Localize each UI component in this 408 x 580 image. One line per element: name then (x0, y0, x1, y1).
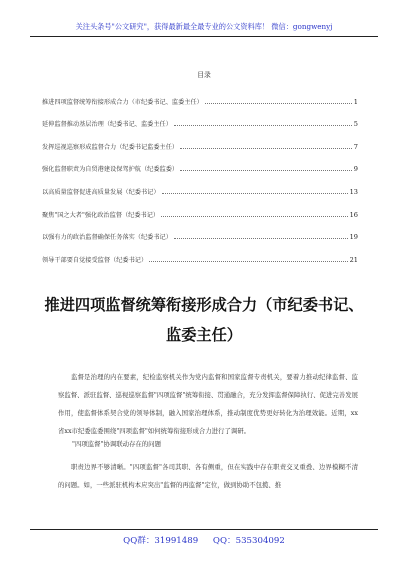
table-of-contents (42, 86, 358, 267)
document-title-line-1: 推进四项监督统筹衔接形成合力（市纪委书记、 (44, 296, 364, 314)
toc-leader (174, 125, 352, 126)
document-title-line-2: 监委主任） (166, 326, 242, 344)
toc-entry-page: 5 (353, 120, 358, 129)
toc-entry-title: 推进四项监督统筹衔接形成合力（市纪委书记、监委主任） (42, 98, 203, 106)
toc-entry[interactable] (42, 86, 358, 109)
toc-entry-title: 以高质量监督促进高质量发展（纪委书记） (42, 188, 160, 196)
toc-entry-page: 1 (353, 97, 358, 106)
toc-leader (205, 103, 352, 104)
footer-divider (30, 529, 378, 530)
document-title (36, 290, 372, 350)
toc-entry[interactable] (42, 131, 358, 154)
toc-entry-title: 以强有力的政治监督确保任务落实（纪委书记） (42, 234, 172, 242)
toc-entry-page: 21 (349, 255, 358, 264)
toc-entry[interactable] (42, 244, 358, 267)
toc-leader (149, 261, 347, 262)
toc-leader (180, 148, 352, 149)
toc-entry[interactable] (42, 222, 358, 245)
page-header: 关注头条号"公文研究"，获得最新最全最专业的公文资料库！ 微信：gongwenyj (75, 22, 333, 31)
toc-entry-page: 19 (349, 233, 358, 242)
toc-entry-page: 13 (349, 187, 358, 196)
body-paragraph-2: 职责边界不够清晰。"四项监督"各司其职、各有侧重，但在实践中存在职责交叉重叠、边界模糊不清的问题。如，一些派驻机构本应突出"监督的再监督"定位，做到协助不包揽、推 (58, 463, 358, 489)
toc-entry[interactable] (42, 176, 358, 199)
page-footer (0, 534, 408, 546)
body-paragraph-1: 监督是治理的内在要素，纪检监察机关作为党内监督和国家监督专责机关，要着力推动纪律监督、监察监督、派驻监督、巡视巡察监督"四项监督"统筹衔接、贯通融合，充分发挥监督保障执行、促进完善发展作用，使监督体系契合党的领导体制，融入国家治理体系，推动制度优势更好转化为治理效能。近期，xx省xx市纪委监委围绕"四项监督"如何统筹衔接形成合力进行了调研。 (58, 373, 358, 435)
footer-qq-group: QQ群：31991489 (123, 536, 199, 546)
toc-entry[interactable] (42, 109, 358, 132)
toc-entry[interactable] (42, 199, 358, 222)
toc-entry-page: 16 (349, 210, 358, 219)
toc-entry-title: 领导干部要自觉接受监督（纪委书记） (42, 256, 148, 264)
footer-qq: QQ：535304092 (212, 536, 285, 546)
toc-entry-page: 7 (353, 142, 358, 151)
toc-leader (174, 238, 348, 239)
header-divider (30, 36, 378, 37)
toc-entry-title: 聚焦"国之大者"强化政治监督（纪委书记） (42, 211, 160, 219)
toc-leader (180, 170, 352, 171)
toc-entry[interactable] (42, 154, 358, 177)
toc-title: 目录 (197, 71, 211, 79)
toc-entry-title: 发挥巡视巡察形成监督合力（纪委书记监委主任） (42, 143, 179, 151)
toc-entry-page: 9 (353, 165, 358, 174)
toc-entry-title: 强化监督职责为自贸港建设保驾护航（纪委监委） (42, 166, 179, 174)
toc-leader (162, 193, 348, 194)
toc-leader (161, 216, 348, 217)
toc-entry-title: 延伸监督推动基层治理（纪委书记、监委主任） (42, 121, 172, 129)
section-heading: "四项监督"协调联动存在的问题 (72, 440, 161, 448)
